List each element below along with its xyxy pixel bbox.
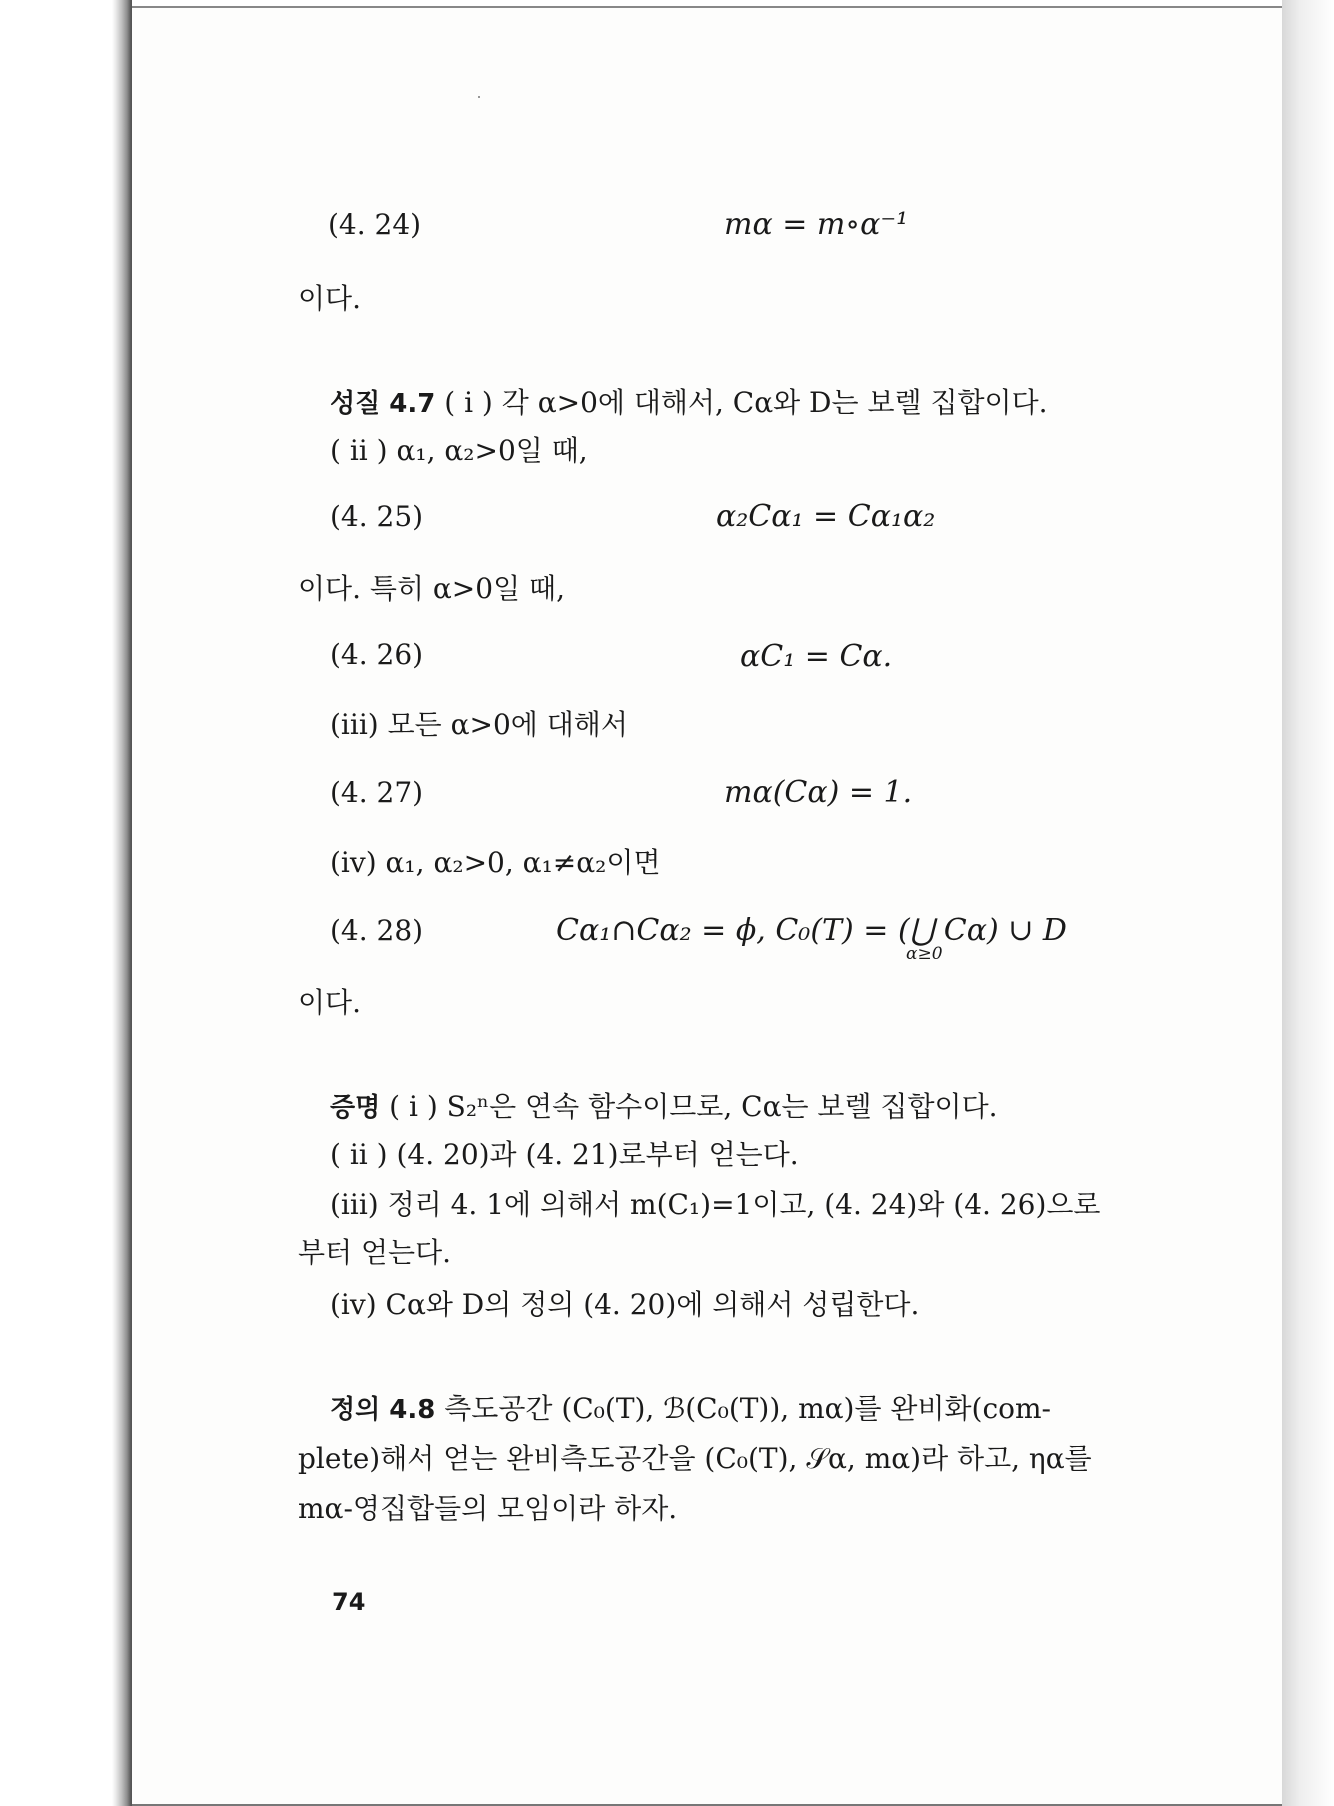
equation-4-25: α₂Cα₁ = Cα₁α₂ [716, 499, 936, 534]
equation-number-4-24: (4. 24) [328, 208, 422, 241]
proof-item-iv: (iv) Cα와 D의 정의 (4. 20)에 의해서 성립한다. [330, 1288, 920, 1321]
equation-number-4-25: (4. 25) [330, 500, 424, 533]
property-item-iii: (iii) 모든 α>0에 대해서 [330, 708, 628, 741]
page-number: 74 [332, 1588, 366, 1616]
proof-item-ii: ( ii ) (4. 20)과 (4. 21)로부터 얻는다. [330, 1138, 799, 1171]
equation-4-24: mα = m∘α⁻¹ [724, 207, 909, 242]
union-subscript: α≥0 [906, 944, 943, 964]
proof-item-iii-cont: 부터 얻는다. [298, 1236, 452, 1269]
proof-heading [330, 1090, 998, 1125]
property-label: 성질 4.7 [330, 389, 436, 419]
definition-heading [330, 1392, 1051, 1427]
text-line: 이다. [298, 282, 361, 315]
speck [478, 96, 480, 98]
book-spine [0, 0, 132, 1806]
equation-4-26: αC₁ = Cα. [740, 639, 893, 674]
property-item-ii: ( ii ) α₁, α₂>0일 때, [330, 434, 588, 467]
proof-item-iii: (iii) 정리 4. 1에 의해서 m(C₁)=1이고, (4. 24)와 (4. 26)으로 [330, 1188, 1101, 1221]
property-item-i: ( i ) 각 α>0에 대해서, Cα와 D는 보렐 집합이다. [435, 386, 1048, 419]
property-item-iv: (iv) α₁, α₂>0, α₁≠α₂이면 [330, 846, 661, 879]
text-line: 이다. 특히 α>0일 때, [298, 572, 565, 605]
equation-number-4-28: (4. 28) [330, 914, 424, 947]
equation-4-27: mα(Cα) = 1. [724, 775, 913, 810]
proof-item-i: ( i ) S₂ⁿ은 연속 함수이므로, Cα는 보렐 집합이다. [380, 1090, 998, 1123]
property-heading [330, 386, 1048, 421]
definition-label: 정의 4.8 [330, 1395, 436, 1425]
equation-number-4-27: (4. 27) [330, 776, 424, 809]
equation-number-4-26: (4. 26) [330, 638, 424, 671]
page-edge-shadow [1282, 0, 1334, 1806]
book-page [132, 6, 1282, 1806]
proof-label: 증명 [330, 1093, 381, 1123]
definition-text-3: mα-영집합들의 모임이라 하자. [298, 1492, 678, 1525]
definition-text-2: plete)해서 얻는 완비측도공간을 (C₀(T), 𝒮α, mα)라 하고, ηα를 [298, 1442, 1092, 1475]
definition-text-1: 측도공간 (C₀(T), ℬ(C₀(T)), mα)를 완비화(com- [435, 1392, 1052, 1425]
equation-4-28: Cα₁∩Cα₂ = ϕ, C₀(T) = (⋃ Cα) ∪ D [556, 913, 1067, 948]
text-line: 이다. [298, 986, 361, 1019]
